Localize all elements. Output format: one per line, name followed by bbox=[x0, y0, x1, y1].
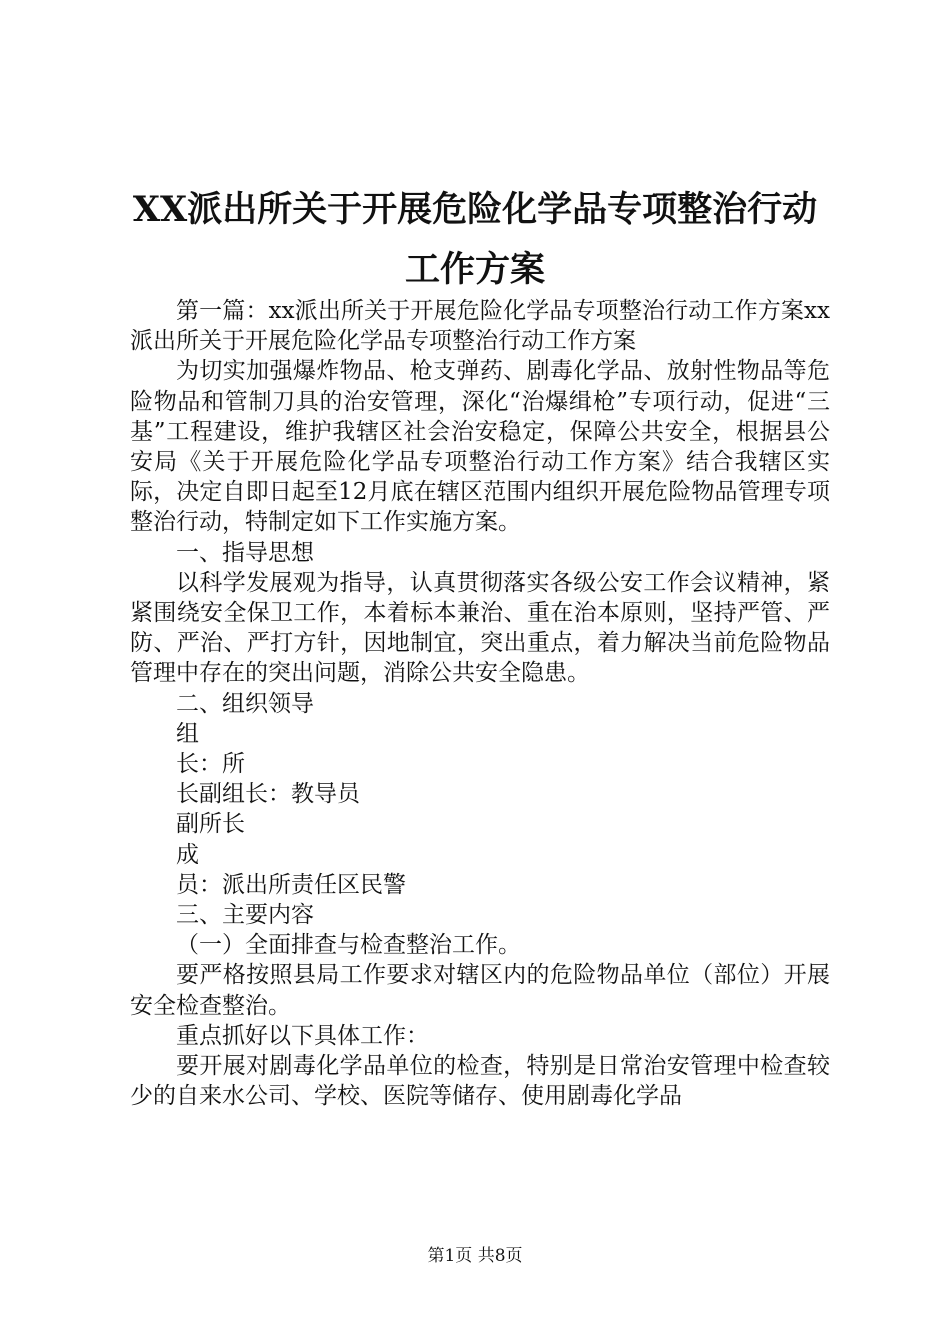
org-line: 长：所 bbox=[176, 751, 245, 778]
page-number-footer: 第1页 共8页 bbox=[427, 1246, 523, 1266]
section-heading-guiding-thought: 一、指导思想 bbox=[176, 539, 314, 566]
paragraph-intro: 第一篇：xx派出所关于开展危险化学品专项整治行动工作方案xx派出所关于开展危险化学品专项整治行动工作方案 bbox=[130, 298, 830, 355]
document-title-line-2: 工作方案 bbox=[404, 249, 545, 290]
paragraph-inspection: 要严格按照县局工作要求对辖区内的危险物品单位（部位）开展安全检查整治。 bbox=[130, 962, 830, 1019]
org-line: 组 bbox=[176, 720, 199, 747]
org-line: 员：派出所责任区民警 bbox=[176, 871, 406, 898]
paragraph-key-work: 重点抓好以下具体工作： bbox=[176, 1022, 429, 1049]
document-body bbox=[130, 296, 830, 1111]
paragraph-toxic-chemicals: 要开展对剧毒化学品单位的检查，特别是日常治安管理中检查较少的自来水公司、学校、医院等储存、使用剧毒化学品 bbox=[130, 1053, 830, 1110]
org-line: 成 bbox=[176, 841, 199, 868]
org-line: 副所长 bbox=[176, 811, 245, 838]
org-line: 长副组长：教导员 bbox=[176, 781, 360, 808]
paragraph-purpose: 为切实加强爆炸物品、枪支弹药、剧毒化学品、放射性物品等危险物品和管制刀具的治安管理，深化“治爆缉枪”专项行动，促进“三基”工程建设，维护我辖区社会治安稳定，保障公共安全，根据县公安局《关于开展危险化学品专项整治行动工作方案》结合我辖区实际，决定自即日起至12月底在辖区范围内组织开展危险物品管理专项整治行动，特制定如下工作实施方案。 bbox=[130, 358, 830, 536]
document-title-line-1: XX派出所关于开展危险化学品专项整治行动 bbox=[132, 189, 818, 230]
section-heading-main-content: 三、主要内容 bbox=[176, 902, 314, 929]
subsection-heading: （一）全面排查与检查整治工作。 bbox=[176, 932, 521, 959]
paragraph-guiding-thought: 以科学发展观为指导，认真贯彻落实各级公安工作会议精神，紧紧围绕安全保卫工作，本着标本兼治、重在治本原则，坚持严管、严防、严治、严打方针，因地制宜，突出重点，着力解决当前危险物品管理中存在的突出问题，消除公共安全隐患。 bbox=[130, 569, 830, 687]
section-heading-organization: 二、组织领导 bbox=[176, 690, 314, 717]
